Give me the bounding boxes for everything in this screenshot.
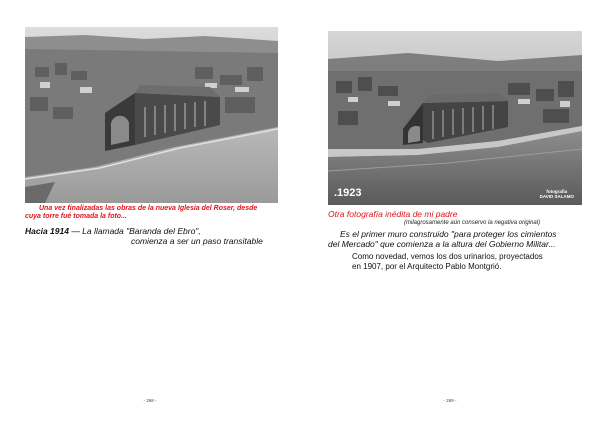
photo-caption-red [25, 205, 280, 221]
historic-photo-1914 [25, 27, 278, 203]
red-caption-line-1: Una vez finalizadas las obras de la nueva Iglesia del Roser, desde [39, 205, 258, 212]
photo-1923-image [328, 31, 582, 205]
photo-credit-line-1: fotografia [546, 189, 568, 194]
right-caption-line-3: Como novedad, vemos los dos urinarios, proyectados [352, 252, 543, 261]
right-caption-main [328, 229, 598, 249]
photo-1914-image [25, 27, 278, 203]
right-caption-line-4: en 1907, por el Arquitecto Pablo Montgrió. [352, 262, 502, 271]
sub-note: (milagrosamente aún conservo la negativa original) [404, 220, 541, 226]
right-caption-line-1: Es el primer muro construido "para proteger los cimientos [340, 229, 557, 239]
caption-year: Hacia 1914 [25, 226, 69, 236]
photo-caption-main [25, 226, 285, 246]
page-number-right: - 269 - [443, 398, 457, 403]
caption-line-2: comienza a ser un paso transitable [131, 236, 263, 246]
page-number-left: - 268 - [143, 398, 157, 403]
caption-line-1 [25, 226, 285, 236]
right-caption-line-2: del Mercado" que comienza a la altura del Gobierno Militar... [328, 239, 556, 249]
red-caption-line-2: cuya torre fué tomada la foto... [25, 213, 127, 220]
right-caption-secondary [352, 252, 543, 272]
historic-photo-1923 [328, 31, 582, 205]
caption-text-1: — La llamada "Baranda del Ebro", [68, 226, 201, 236]
right-page [300, 0, 600, 424]
photo-year-stamp: .1923 [334, 187, 362, 199]
photo-credit-line-2: DAVID SALAMO [539, 194, 574, 199]
red-title: Otra fotografía inédita de mi padre [328, 209, 458, 219]
photo-credit [540, 189, 574, 199]
